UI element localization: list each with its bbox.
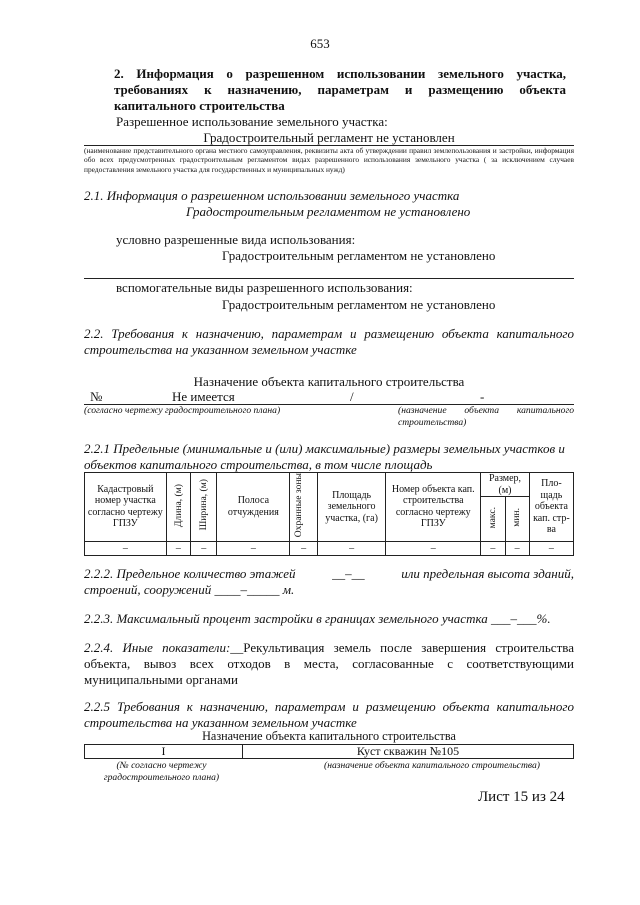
section-2-1-title: 2.1. Информация о разрешенном использовании земельного участка [84, 188, 460, 203]
sheet-number: Лист 15 из 24 [478, 789, 565, 805]
height-value: ____–_____ [214, 582, 280, 597]
caption-left: (согласно чертежу градостроительного плана) [84, 405, 281, 416]
caption-right-2: (назначение объекта капитального строительства) [324, 760, 540, 771]
table-cell: – [481, 541, 505, 555]
slash: / [350, 389, 354, 404]
table-cell: – [505, 541, 529, 555]
other-indicators-label: 2.2.4. Иные показатели: [84, 640, 231, 655]
purpose-cell-name: Куст скважин №105 [243, 745, 574, 759]
coverage-value: ___–___ [490, 611, 537, 626]
header-cadastral: Кадастровый номер участка согласно чертежу ГПЗУ [85, 473, 167, 542]
section-2-2-4 [84, 640, 574, 688]
section-2-2-1-title: 2.2.1 Предельные (минимальные и (или) максимальные) размеры земельных участков и объектов капитального строительства, в том числе площадь [84, 441, 565, 472]
floors-label: 2.2.2. Предельное количество этажей [84, 566, 296, 581]
header-area: Площадь земельного участка, (га) [317, 473, 385, 542]
section-2-2-title: 2.2. Требования к назначению, параметрам и размещению объекта капитального строительства на указанном земельном участке [84, 326, 574, 357]
structures-label: строений, сооружений [84, 582, 212, 597]
height-label: или предельная высота зданий, [401, 566, 574, 581]
header-size: Размер, (м) [481, 473, 530, 497]
permitted-use-label: Разрешенное использование земельного участка: [116, 114, 388, 129]
conditional-use-label: условно разрешенные вида использования: [116, 232, 356, 247]
permitted-use-value: Градостроительный регламент не установлен [203, 130, 455, 145]
other-indicators-text: __Рекультивация земель после завершения строительства объекта, вывоз всех отходов в места, согласованные с соответствующими муниципальными органами [84, 640, 574, 687]
divider [84, 278, 574, 279]
coverage-unit: %. [536, 611, 551, 626]
header-min: мин. [505, 497, 529, 542]
table-cell: – [85, 541, 167, 555]
number-label: № [90, 389, 103, 404]
number-value: Не имеется [172, 389, 235, 404]
size-table [84, 472, 574, 556]
header-object-no: Номер объекта кап. строительства согласно чертежу ГПЗУ [386, 473, 481, 542]
section-2-2-2-line1 [84, 566, 574, 582]
caption-right: (назначение объекта капитального строительства) [398, 405, 574, 428]
section-2-1-value: Градостроительным регламентом не установлено [186, 204, 471, 219]
table-cell: – [317, 541, 385, 555]
table-cell: – [166, 541, 190, 555]
page-number: 653 [310, 36, 330, 51]
header-zones: Охранные зоны [290, 473, 318, 542]
section-2-2-2-line2 [84, 582, 294, 598]
caption-left-2: (№ согласно чертежу градостроительного плана) [103, 760, 220, 783]
table-cell: – [529, 541, 573, 555]
coverage-label: 2.2.3. Максимальный процент застройки в границах земельного участка [84, 611, 488, 626]
purpose-title-2: Назначение объекта капитального строительства [202, 729, 456, 743]
table-cell: – [290, 541, 318, 555]
section-2-2-5-title: 2.2.5 Требования к назначению, параметрам и размещению объекта капитального строительства на указанном земельном участке [84, 699, 574, 730]
section-2-heading: 2. Информация о разрешенном использовании земельного участка, требованиях к назначению, параметрам и размещению объекта капитального строительства [114, 66, 566, 113]
auxiliary-use-label: вспомогательные виды разрешенного использования: [116, 280, 413, 295]
permitted-use-note: (наименование представительного органа местного самоуправления, реквизиты акта об утверждении правил землепользования и застройки, информация обо всех предусмотренных градостроительным регламентом видах разрешенного использования земельного участка ( за исключением случаев предоставления земельного участка для государственных и муниципальных нужд) [84, 146, 574, 174]
table-cell: – [386, 541, 481, 555]
header-max: макс. [481, 497, 505, 542]
floors-value: __–__ [332, 566, 365, 581]
purpose-cell-number: I [85, 745, 243, 759]
table-cell: – [217, 541, 290, 555]
auxiliary-use-value: Градостроительным регламентом не установлено [222, 297, 496, 312]
header-strip: Полоса отчуждения [217, 473, 290, 542]
purpose-table [84, 744, 574, 759]
header-width: Ширина, (м) [190, 473, 216, 542]
section-2-2-3 [84, 611, 551, 627]
conditional-use-value: Градостроительным регламентом не установлено [222, 248, 496, 263]
header-object-area: Пло-щадь объекта кап. стр-ва [529, 473, 573, 542]
purpose-title: Назначение объекта капитального строительства [193, 374, 465, 389]
header-length: Длина, (м) [166, 473, 190, 542]
height-unit: м. [282, 582, 295, 597]
purpose-value: - [480, 389, 485, 404]
table-cell: – [190, 541, 216, 555]
